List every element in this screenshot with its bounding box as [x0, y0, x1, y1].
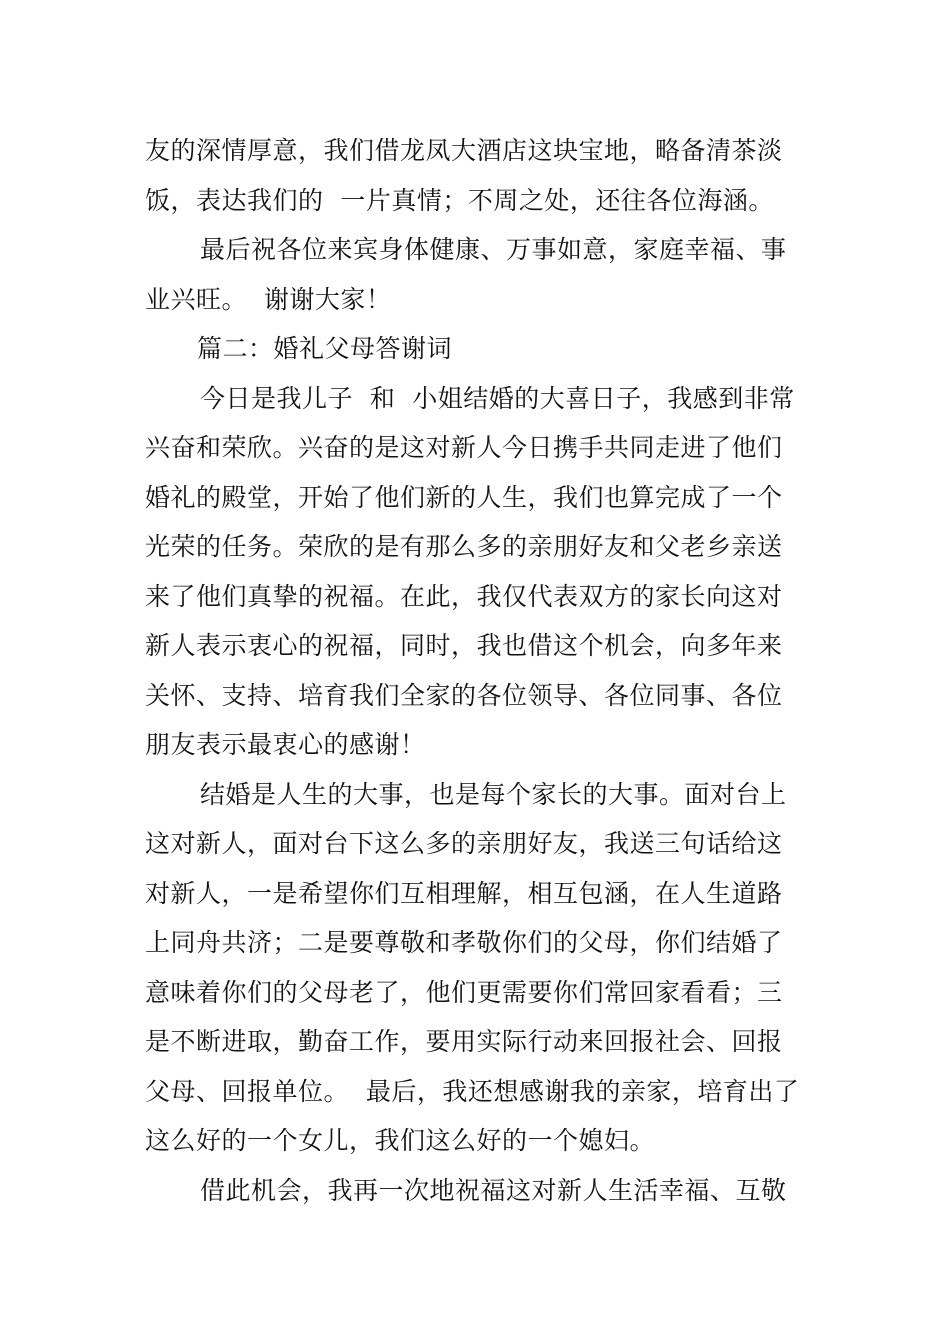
paragraph-start-line: 今日是我儿子 和 小姐结婚的大喜日子，我感到非常	[200, 383, 795, 413]
text-line: 业兴旺。 谢谢大家！	[145, 284, 392, 314]
text-line: 新人表示衷心的祝福，同时，我也借这个机会，向多年来	[145, 631, 783, 660]
text-line: 朋友表示最衷心的感谢！	[145, 730, 426, 759]
text-line: 兴奋和荣欣。兴奋的是这对新人今日携手共同走进了他们	[145, 433, 783, 462]
text-line: 父母、回报单位。 最后，我还想感谢我的亲家，培育出了	[145, 1076, 800, 1106]
text-line: 上同舟共济；二是要尊敬和孝敬你们的父母，你们结婚了	[145, 928, 783, 957]
text-line: 来了他们真挚的祝福。在此，我仅代表双方的家长向这对	[145, 581, 783, 611]
paragraph-start-line: 结婚是人生的大事，也是每个家长的大事。面对台上	[200, 779, 787, 809]
paragraph-start-line: 最后祝各位来宾身体健康、万事如意，家庭幸福、事	[200, 235, 787, 264]
text-line: 这么好的一个女儿，我们这么好的一个媳妇。	[145, 1126, 656, 1155]
text-line: 关怀、支持、培育我们全家的各位领导、各位同事、各位	[145, 680, 783, 710]
paragraph-start-line: 借此机会，我再一次地祝福这对新人生活幸福、互敬	[200, 1175, 787, 1205]
text-line: 是不断进取，勤奋工作，要用实际行动来回报社会、回报	[145, 1027, 783, 1056]
document-body	[145, 126, 815, 1215]
text-line: 光荣的任务。荣欣的是有那么多的亲朋好友和父老乡亲送	[145, 532, 783, 561]
text-line: 友的深情厚意，我们借龙凤大酒店这块宝地，略备清茶淡	[145, 136, 783, 165]
text-line: 这对新人，面对台下这么多的亲朋好友，我送三句话给这	[145, 829, 783, 858]
text-line: 意味着你们的父母老了，他们更需要你们常回家看看；三	[145, 977, 783, 1007]
section-heading: 篇二：婚礼父母答谢词	[197, 334, 453, 363]
text-line: 对新人，一是希望你们互相理解，相互包涵，在人生道路	[145, 878, 783, 908]
text-line: 饭，表达我们的 一片真情；不周之处，还往各位海涵。	[145, 185, 774, 215]
text-line: 婚礼的殿堂，开始了他们新的人生，我们也算完成了一个	[145, 482, 783, 512]
